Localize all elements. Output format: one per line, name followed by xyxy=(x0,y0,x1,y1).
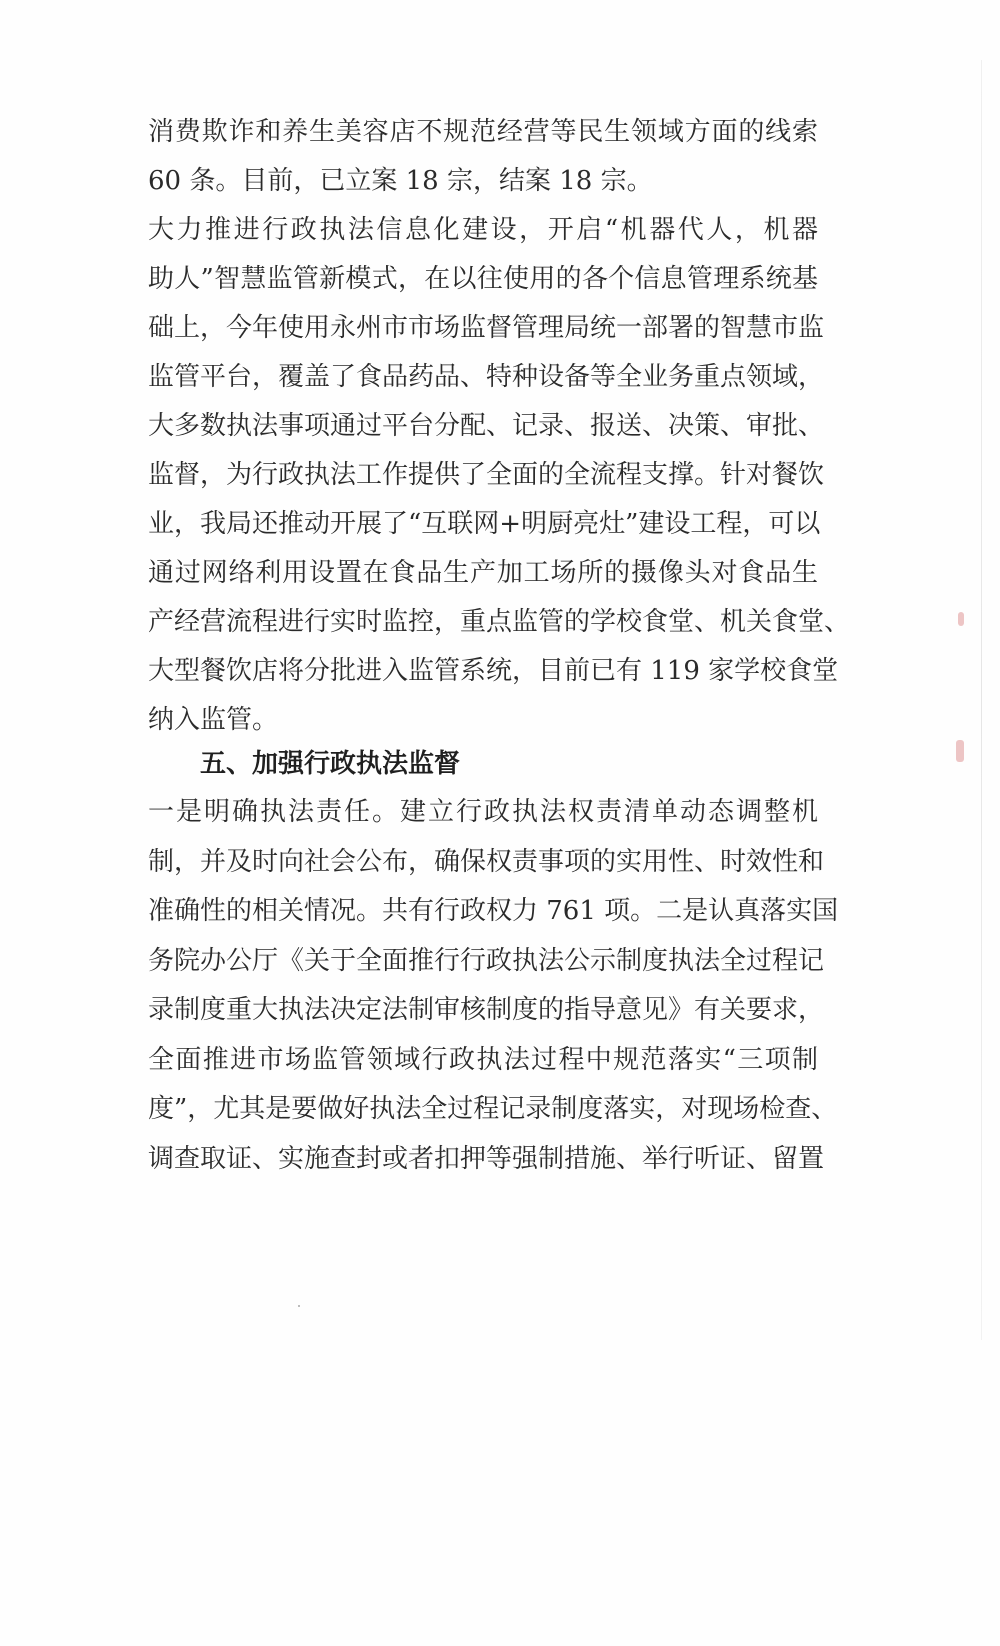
text-line: 业，我局还推动开展了“互联网+明厨亮灶”建设工程，可以 xyxy=(148,509,821,539)
text-line: 础上，今年使用永州市市场监督管理局统一部署的智慧市监 xyxy=(148,313,825,343)
text-line: 监管平台，覆盖了食品药品、特种设备等全业务重点领域， xyxy=(148,362,825,392)
text-line: 一是明确执法责任。建立行政执法权责清单动态调整机 xyxy=(148,797,818,827)
text-line: 大力推进行政执法信息化建设，开启“机器代人，机器 xyxy=(148,215,818,245)
text-line: 助人”智慧监管新模式，在以往使用的各个信息管理系统基 xyxy=(148,264,818,294)
text-line: 调查取证、实施查封或者扣押等强制措施、举行听证、留置 xyxy=(148,1143,825,1174)
text-line: 60 条。目前，已立案 18 宗，结案 18 宗。 xyxy=(148,166,653,196)
seal-mark xyxy=(956,740,964,762)
text-line: 大型餐饮店将分批进入监管系统，目前已有 119 家学校食堂 xyxy=(148,656,839,686)
text-line: 纳入监管。 xyxy=(148,705,279,735)
text-line: 大多数执法事项通过平台分配、记录、报送、决策、审批、 xyxy=(148,411,825,441)
text-line: 消费欺诈和养生美容店不规范经营等民生领域方面的线索 xyxy=(148,117,818,147)
text-line: 准确性的相关情况。共有行政权力 761 项。二是认真落实国 xyxy=(148,896,839,926)
text-line: 务院办公厅《关于全面推行行政执法公示制度执法全过程记 xyxy=(148,945,825,976)
text-line: 录制度重大执法决定法制审核制度的指导意见》有关要求， xyxy=(148,995,825,1025)
text-line: 度”，尤其是要做好执法全过程记录制度落实，对现场检查、 xyxy=(148,1094,838,1124)
text-line: 通过网络利用设置在食品生产加工场所的摄像头对食品生 xyxy=(148,558,818,588)
text-line: 制，并及时向社会公布，确保权责事项的实用性、时效性和 xyxy=(148,846,825,877)
text-line: 全面推进市场监管领域行政执法过程中规范落实“三项制 xyxy=(148,1044,818,1075)
text-line: 监督，为行政执法工作提供了全面的全流程支撑。针对餐饮 xyxy=(148,460,825,490)
scan-speck xyxy=(298,1305,300,1307)
page-edge-shadow xyxy=(981,60,982,1340)
section-heading: 五、加强行政执法监督 xyxy=(200,749,461,779)
seal-mark xyxy=(958,612,964,626)
text-line: 产经营流程进行实时监控，重点监管的学校食堂、机关食堂、 xyxy=(148,607,851,637)
